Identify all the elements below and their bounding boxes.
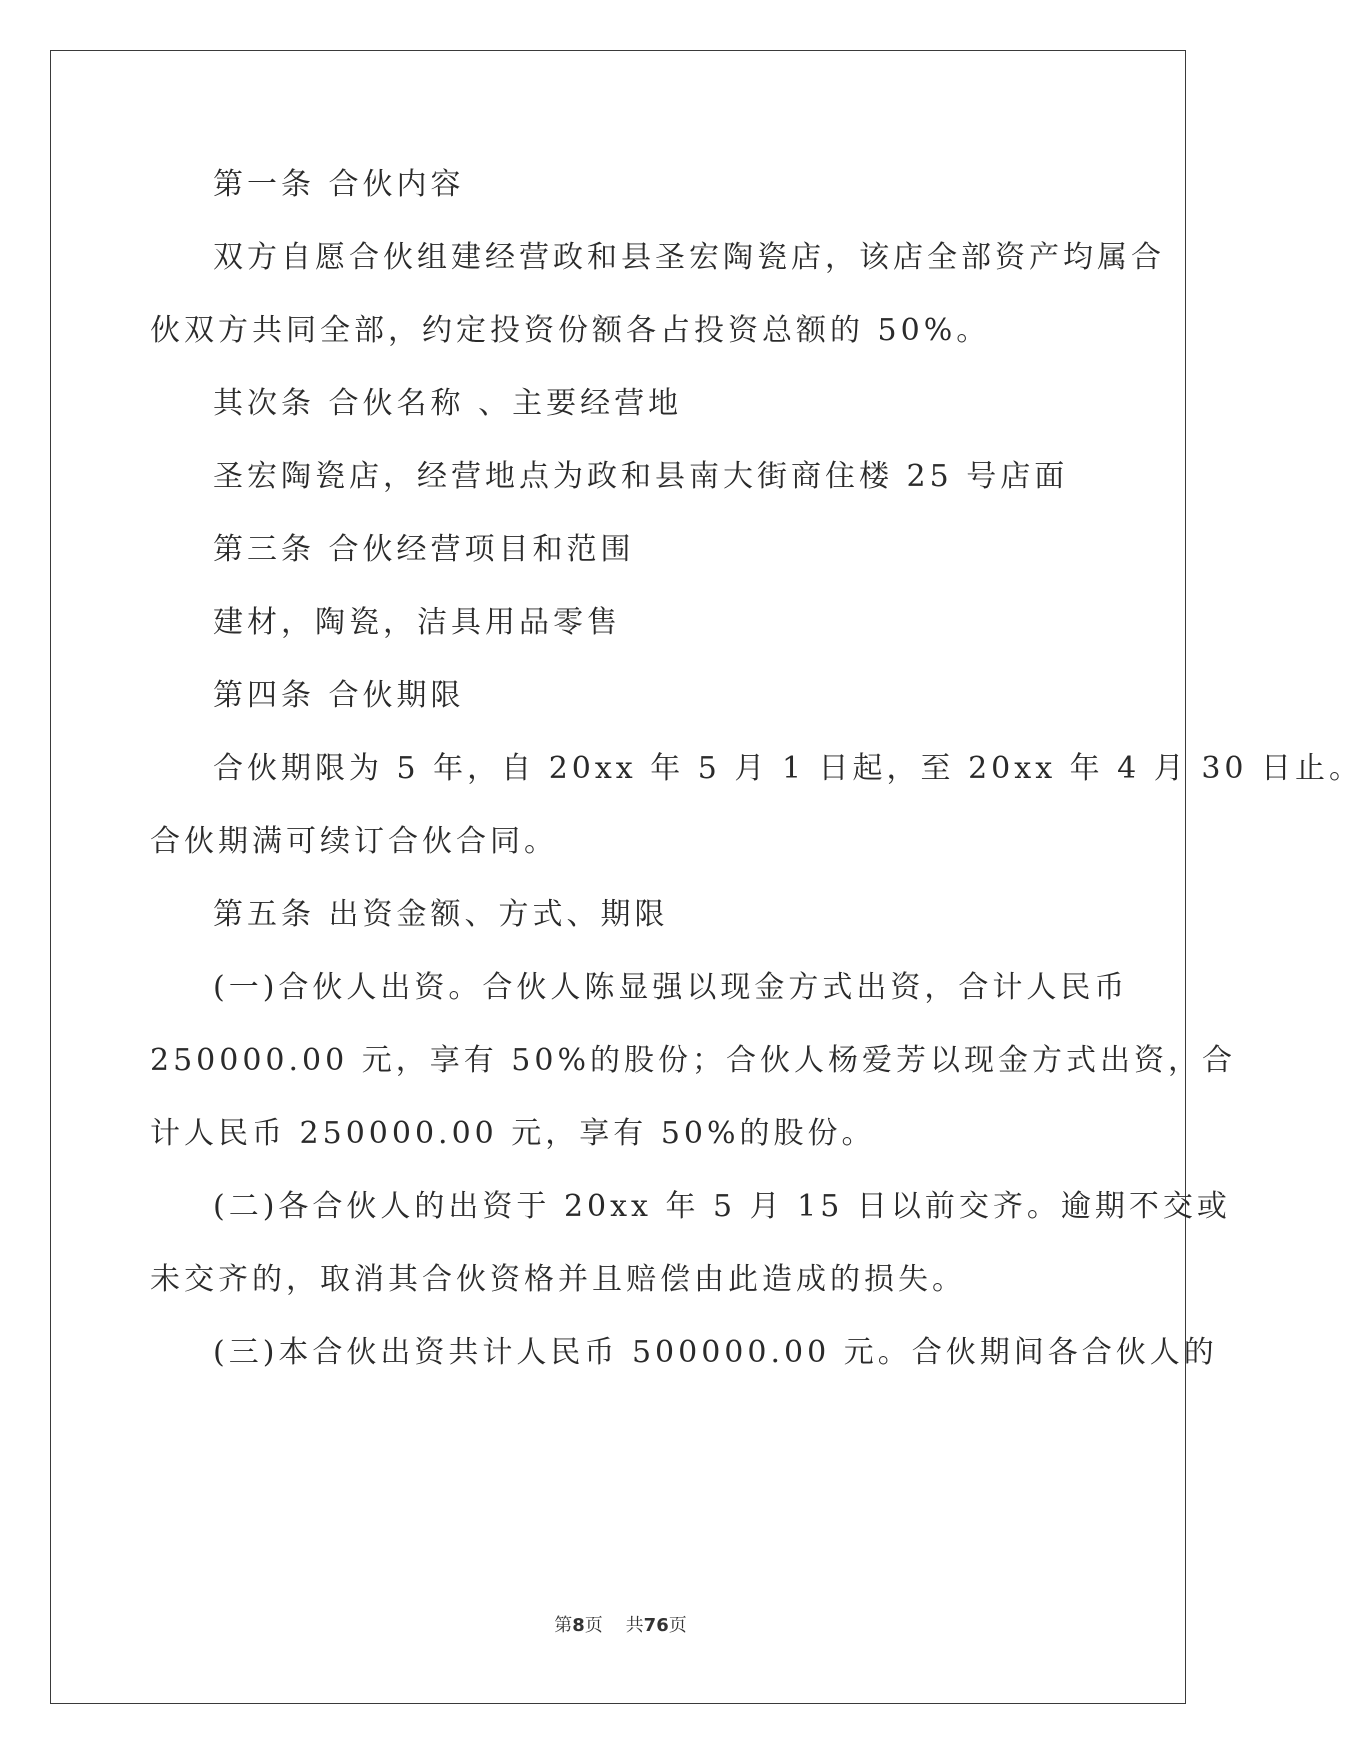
footer-page-suffix: 页 [584, 1615, 603, 1636]
paragraph-line: 未交齐的，取消其合伙资格并且赔偿由此造成的损失。 [150, 1262, 966, 1297]
paragraph-line: (三)本合伙出资共计人民币 500000.00 元。合伙期间各合伙人的 [213, 1335, 1218, 1370]
page-footer [0, 1611, 1241, 1637]
paragraph-line: 伙双方共同全部，约定投资份额各占投资总额的 50%。 [150, 313, 991, 348]
footer-prefix: 第 [554, 1615, 573, 1636]
footer-total-suffix: 页 [668, 1615, 687, 1636]
article-3-heading: 第三条 合伙经营项目和范围 [213, 532, 635, 567]
article-2-heading: 其次条 合伙名称 、主要经营地 [213, 386, 683, 421]
paragraph-line: 建材，陶瓷，洁具用品零售 [213, 605, 621, 640]
article-4-heading: 第四条 合伙期限 [213, 678, 465, 713]
footer-total-prefix: 共 [625, 1615, 644, 1636]
paragraph-line: (一)合伙人出资。合伙人陈显强以现金方式出资，合计人民币 [213, 970, 1129, 1005]
paragraph-line: (二)各合伙人的出资于 20xx 年 5 月 15 日以前交齐。逾期不交或 [213, 1189, 1231, 1224]
paragraph-line: 圣宏陶瓷店，经营地点为政和县南大街商住楼 25 号店面 [213, 459, 1069, 494]
total-page-count: 76 [643, 1615, 669, 1636]
current-page-number: 8 [572, 1615, 585, 1636]
article-5-heading: 第五条 出资金额、方式、期限 [213, 897, 669, 932]
article-1-heading: 第一条 合伙内容 [213, 167, 465, 202]
paragraph-line: 计人民币 250000.00 元，享有 50%的股份。 [150, 1116, 876, 1151]
paragraph-line: 250000.00 元，享有 50%的股份；合伙人杨爱芳以现金方式出资，合 [150, 1043, 1236, 1078]
page-border [50, 50, 1186, 1704]
paragraph-line: 合伙期限为 5 年，自 20xx 年 5 月 1 日起，至 20xx 年 4 月 30 日止。 [213, 751, 1363, 786]
paragraph-line: 合伙期满可续订合伙合同。 [150, 824, 558, 859]
paragraph-line: 双方自愿合伙组建经营政和县圣宏陶瓷店，该店全部资产均属合 [213, 240, 1165, 275]
